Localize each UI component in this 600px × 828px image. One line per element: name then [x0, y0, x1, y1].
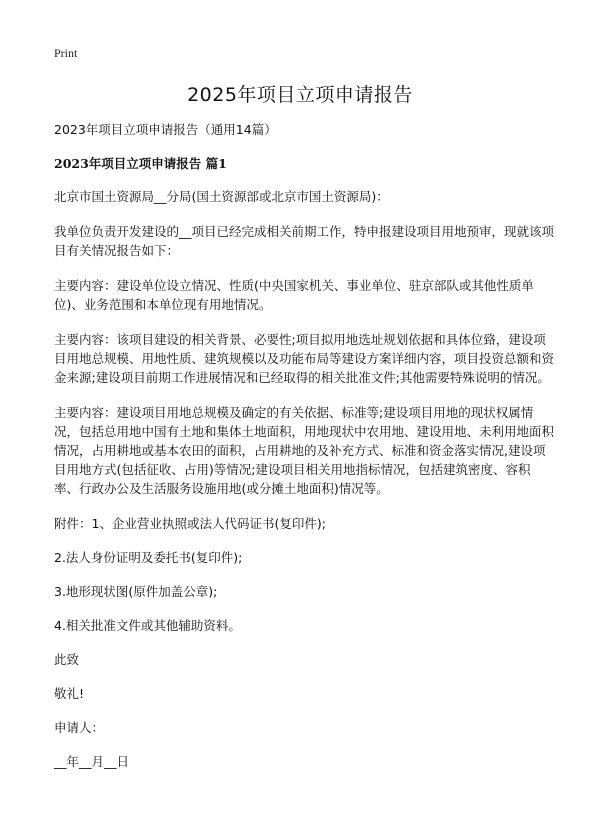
page-title: 2025年项目立项申请报告 [187, 84, 413, 106]
attachment-item: 3.地形现状图(原件加盖公章); [54, 584, 218, 599]
document-subtitle: 2023年项目立项申请报告（通用14篇） [54, 122, 277, 137]
applicant-line: 申请人： [54, 720, 105, 735]
paragraph-project-background: 主要内容：该项目建设的相关背景、必要性;项目拟用地选址规划依据和具体位臵，建设项目用地总规模、用地性质、建筑规模以及功能布局等建设方案详细内容，项目投资总额和资金来源;建设项目前期工作进展情况和已经取得的相关批准文件;其他需要特殊说明的情况。 [54, 332, 555, 385]
closing-regards: 敬礼! [54, 686, 85, 701]
section-heading: 2023年项目立项申请报告 篇1 [54, 156, 227, 171]
date-line: __年__月__日 [54, 754, 130, 769]
document-body [54, 120, 554, 786]
paragraph-unit-info: 主要内容：建设单位设立情况、性质(中央国家机关、事业单位、驻京部队或其他性质单位)、业务范围和本单位现有用地情况。 [54, 278, 534, 312]
attachment-item: 2.法人身份证明及委托书(复印件); [54, 550, 243, 565]
attachment-item: 附件：1、企业营业执照或法人代码证书(复印件); [54, 516, 326, 531]
attachment-item: 4.相关批准文件或其他辅助资料。 [54, 618, 241, 633]
paragraph-land-use: 主要内容：建设项目用地总规模及确定的有关依据、标准等;建设项目用地的现状权属情况，包括总用地中国有土地和集体土地面积，用地现状中农用地、建设用地、未利用地面积情况，占用耕地或基本农田的面积，占用耕地的及补充方式、标准和资金落实情况,建设项目用地方式(包括征收、占用)等情况;建设项目相关用地指标情况，包括建筑密度、容积率、行政办公及生活服务设施用地(或分摊土地面积)情况等。 [54, 405, 555, 496]
recipient-line: 北京市国土资源局__分局(国土资源部或北京市国土资源局)： [54, 189, 389, 204]
print-label[interactable]: Print [54, 46, 78, 60]
paragraph-intro: 我单位负责开发建设的__项目已经完成相关前期工作，特申报建设项目用地预审，现就该项目有关情况报告如下： [54, 224, 555, 258]
closing-salutation: 此致 [54, 652, 80, 667]
